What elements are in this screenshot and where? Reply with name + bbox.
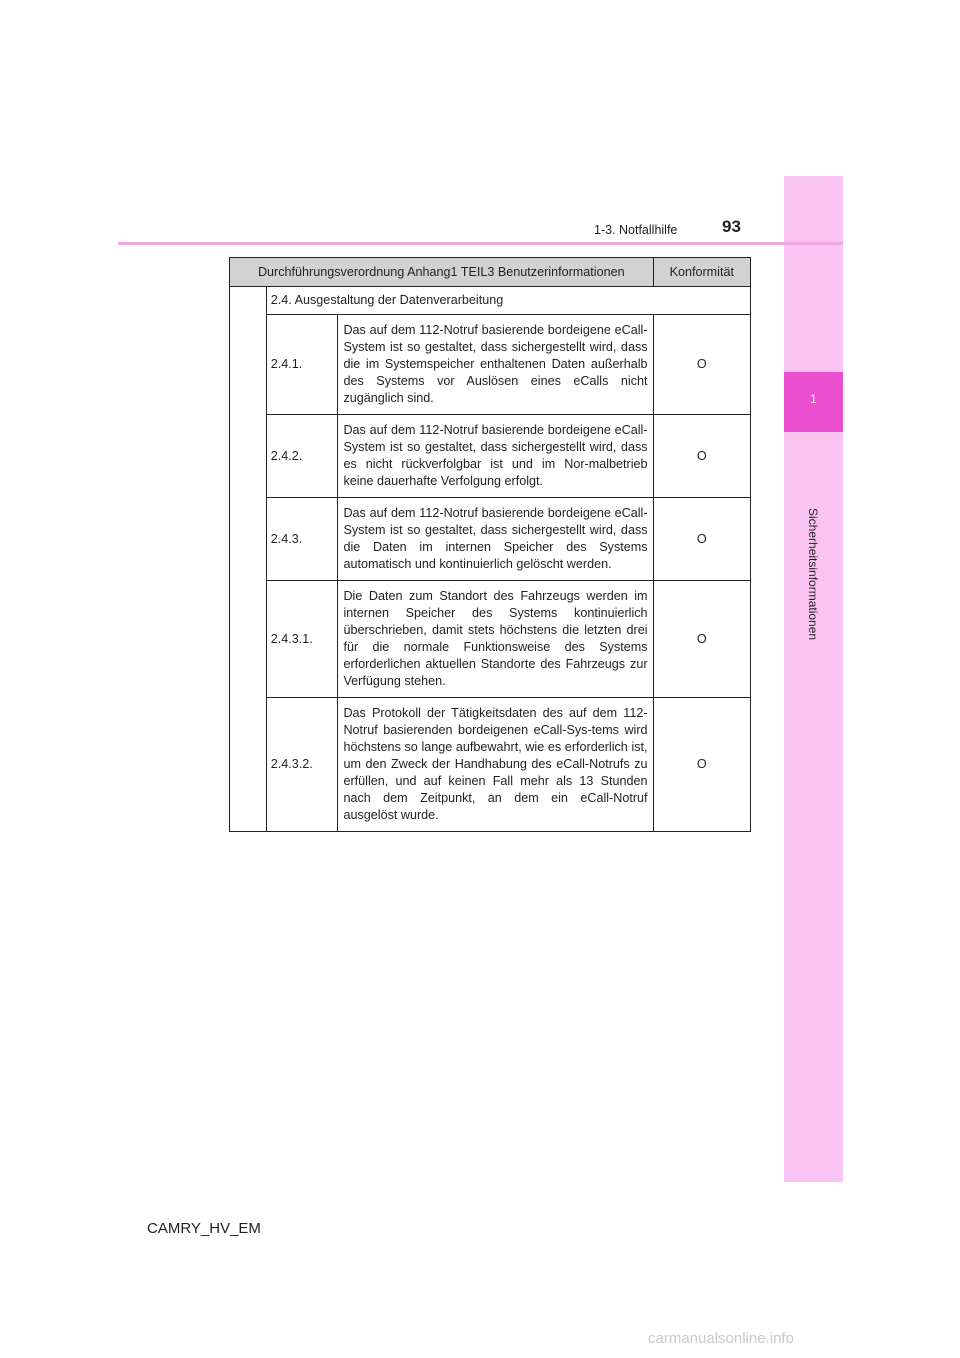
table-row (230, 315, 751, 415)
row-text: Die Daten zum Standort des Fahrzeugs werden im internen Speicher des Systems kontinuierlich überschrieben, damit stets höchstens die letzten drei für die normale Funktionsweise des Systems erforderlichen aktuellen Standorte des Fahrzeugs zur Verfügung stehen. (338, 581, 653, 698)
row-conformity: O (653, 315, 750, 415)
row-text: Das auf dem 112-Notruf basierende bordeigene eCall-System ist so gestaltet, dass sichergestellt wird, dass die Daten im internen Speicher des Systems automatisch und kontinuierlich gelöscht werden. (338, 498, 653, 581)
page-number: 93 (722, 217, 741, 236)
table-header-regulation: Durchführungsverordnung Anhang1 TEIL3 Benutzerinformationen (230, 258, 654, 287)
row-text: Das Protokoll der Tätigkeitsdaten des auf dem 112-Notruf basierenden bordeigenen eCall-Sys-tems wird höchstens so lange aufbewahrt, wie es erforderlich ist, um den Zweck der Handhabung des eCall-Notrufs zu erfüllen, und auf keinen Fall mehr als 13 Stunden nach dem Zeitpunkt, an dem ein eCall-Notruf ausgelöst wurde. (338, 698, 653, 832)
row-number: 2.4.1. (266, 315, 338, 415)
table-row (230, 698, 751, 832)
table-row (230, 498, 751, 581)
table-row (230, 581, 751, 698)
section-title: 1-3. Notfallhilfe (594, 223, 678, 237)
row-text: Das auf dem 112-Notruf basierende bordeigene eCall-System ist so gestaltet, dass sichergestellt wird, dass es nicht rückverfolgbar ist und im Nor-malbetrieb keine dauerhafte Verfolgung erfolgt. (338, 415, 653, 498)
table-subheading-row (230, 287, 751, 315)
table-header-row (230, 258, 751, 287)
table-row (230, 415, 751, 498)
row-text: Das auf dem 112-Notruf basierende bordeigene eCall-System ist so gestaltet, dass sichergestellt wird, dass die im Systemspeicher enthaltenen Daten außerhalb des Systems vor Auslösen eines eCalls nicht zugänglich sind. (338, 315, 653, 415)
row-conformity: O (653, 581, 750, 698)
row-number: 2.4.2. (266, 415, 338, 498)
model-id: CAMRY_HV_EM (147, 1220, 261, 1237)
table-header-conformity: Konformität (653, 258, 750, 287)
chapter-number: 1 (810, 392, 817, 406)
row-number: 2.4.3.2. (266, 698, 338, 832)
row-conformity: O (653, 498, 750, 581)
row-conformity: O (653, 415, 750, 498)
row-number: 2.4.3.1. (266, 581, 338, 698)
header-rule (118, 242, 843, 245)
table-blank-column (230, 287, 267, 832)
table-subheading: 2.4. Ausgestaltung der Datenverarbeitung (266, 287, 750, 315)
chapter-label: Sicherheitsinformationen (806, 508, 820, 641)
conformity-table (229, 257, 751, 832)
chapter-side-tab (784, 176, 843, 1182)
row-conformity: O (653, 698, 750, 832)
row-number: 2.4.3. (266, 498, 338, 581)
watermark: carmanualsonline.info (648, 1330, 794, 1347)
